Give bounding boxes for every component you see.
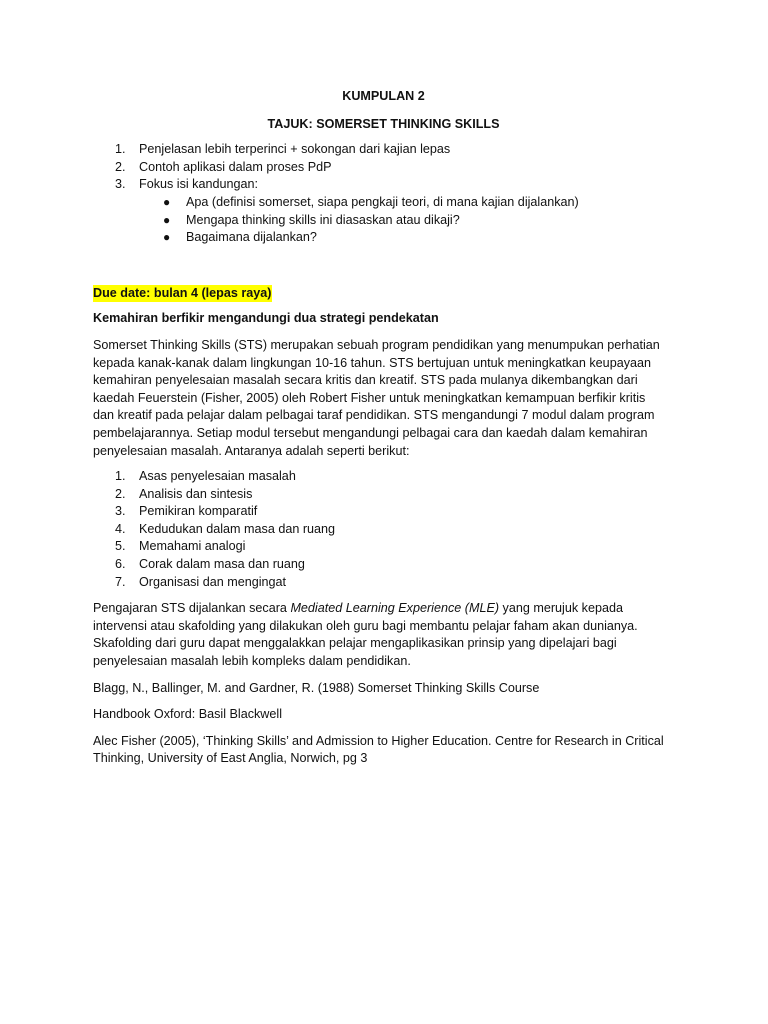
module-list — [93, 468, 674, 591]
section-heading: Kemahiran berfikir mengandungi dua strategi pendekatan — [93, 311, 439, 326]
bullet-icon: ● — [163, 212, 171, 227]
group-title: KUMPULAN 2 — [342, 89, 425, 103]
bullet-icon: ● — [163, 194, 171, 209]
list-item: 7. Organisasi dan mengingat — [115, 574, 287, 589]
mle-paragraph — [93, 600, 674, 670]
task-list — [93, 141, 674, 247]
list-item: 2. Analisis dan sintesis — [115, 486, 253, 501]
reference-1: Blagg, N., Ballinger, M. and Gardner, R. (1988) Somerset Thinking Skills Course — [93, 680, 540, 695]
list-item: 2. Contoh aplikasi dalam proses PdP — [115, 159, 332, 174]
list-item: 6. Corak dalam masa dan ruang — [115, 557, 305, 572]
topic-title: TAJUK: SOMERSET THINKING SKILLS — [267, 116, 500, 131]
bullet-icon: ● — [163, 230, 171, 245]
list-item: 5. Memahami analogi — [115, 539, 246, 554]
paragraph-line: Somerset Thinking Skills (STS) merupakan sebuah program pendidikan yang menumpukan perhatian — [93, 337, 660, 352]
list-item: 1. Asas penyelesaian masalah — [115, 469, 296, 484]
paragraph-line: kepada kanak-kanak dalam lingkungan 10-16 tahun. STS bertujuan untuk meningkatkan keupayaan — [93, 355, 652, 370]
list-item: 3. Pemikiran komparatif — [115, 504, 258, 519]
focus-bullet-list — [93, 194, 674, 247]
reference-3 — [93, 733, 674, 768]
paragraph-line: Pengajaran STS dijalankan secara Mediated Learning Experience (MLE) yang merujuk kepada — [93, 601, 623, 616]
paragraph-line: Thinking, University of East Anglia, Norwich, pg 3 — [93, 751, 368, 766]
list-item: 4. Kedudukan dalam masa dan ruang — [115, 521, 336, 536]
list-item: ● Apa (definisi somerset, siapa pengkaji teori, di mana kajian dijalankan) — [93, 194, 674, 212]
paragraph-line: dan kreatif pada pelajar dalam pelbagai taraf pendidikan. STS mengandungi 7 modul dalam program — [93, 408, 655, 423]
list-item: 1. Penjelasan lebih terperinci + sokongan dari kajian lepas — [115, 142, 451, 157]
due-date-highlight: Due date: bulan 4 (lepas raya) — [93, 285, 272, 303]
paragraph-line: kaedah Feuerstein (Fisher, 2005) oleh Robert Fisher untuk meningkatkan kemampuan berfikir kritis — [93, 390, 646, 405]
paragraph-line: kemahiran penyelesaian masalah secara kritis dan kreatif. STS pada mulanya dikembangkan dari — [93, 373, 638, 388]
list-item: ● Bagaimana dijalankan? — [93, 229, 674, 247]
paragraph-line: penyelesaian masalah. Antaranya adalah seperti berikut: — [93, 443, 410, 458]
paragraph-line: Alec Fisher (2005), ‘Thinking Skills’ and Admission to Higher Education. Centre for Research in Critical — [93, 733, 664, 748]
intro-paragraph — [93, 337, 674, 460]
paragraph-line: intervensi atau skafolding yang dilakukan oleh guru bagi membantu pelajar faham akan dunianya. — [93, 618, 638, 633]
paragraph-line: penyelesaian masalah lebih kompleks dalam pendidikan. — [93, 654, 411, 669]
paragraph-line: pembelajarannya. Setiap modul tersebut mengandungi pelbagai cara dan kaedah dalam kemahiran — [93, 425, 648, 440]
reference-2: Handbook Oxford: Basil Blackwell — [93, 707, 282, 722]
list-item: 3. Fokus isi kandungan: ● Apa (definisi somerset, siapa pengkaji teori, di mana kajian dijalankan) ● Mengapa thinking skills ini diasaskan atau dikaji? ● Bagaimana dijalankan? — [93, 176, 674, 246]
paragraph-line: Skafolding dari guru dapat menggalakkan pelajar mengaplikasikan prinsip yang dipelajari bagi — [93, 636, 617, 651]
list-item: ● Mengapa thinking skills ini diasaskan atau dikaji? — [93, 212, 674, 230]
